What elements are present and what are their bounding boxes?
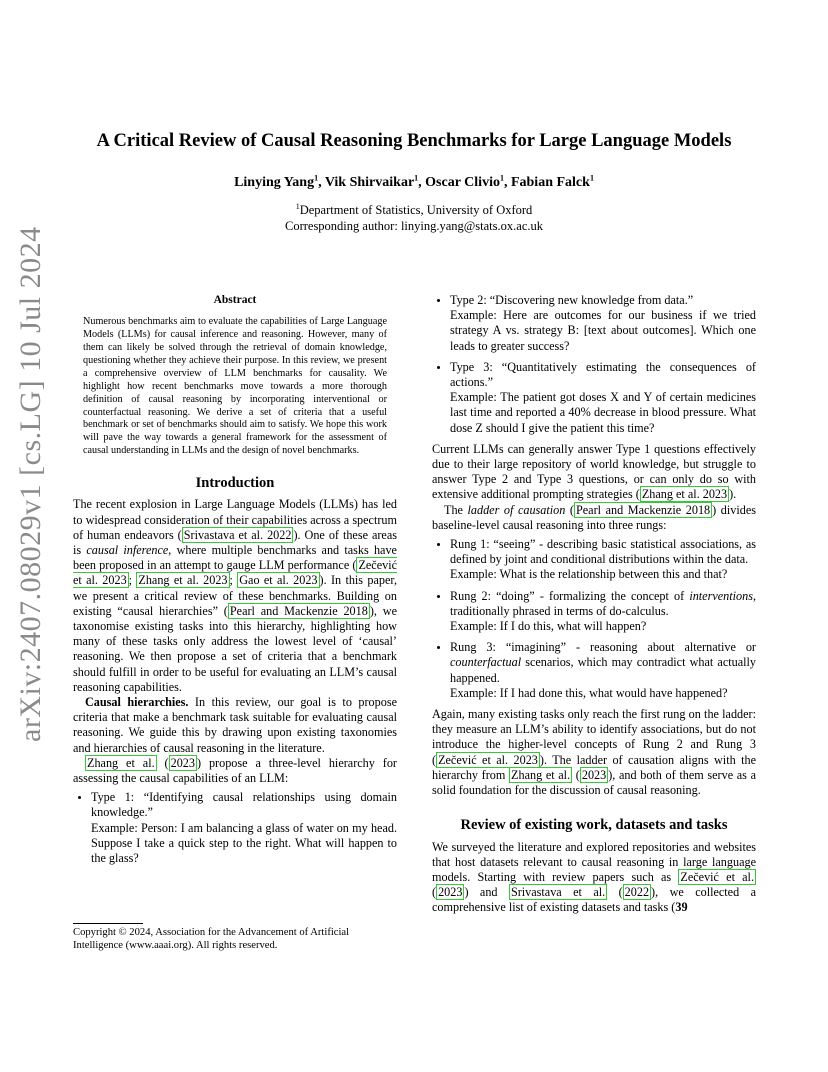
list-item: • Rung 3: “imagining” - reasoning about alternative or counterfactual scenarios, which may contradict what actually happened. Example: If I had done this, what would have happened?	[450, 640, 756, 701]
example-text: Example: Person: I am balancing a glass of water on my head. Suppose I take a quick step to the right. What will happen to the glass?	[91, 820, 397, 866]
author-name: Vik Shirvaikar	[324, 175, 415, 190]
citation-link[interactable]: 2022	[624, 885, 650, 900]
list-item: • Type 1: “Identifying causal relationships using domain knowledge.” Example: Person: I am balancing a glass of water on my head. Suppose I take a quick step to the right. What will happen to the glass?	[91, 790, 397, 866]
citation-link[interactable]: 2023	[438, 885, 463, 900]
citation-link[interactable]: Srivastava et al.	[510, 885, 606, 900]
right-column	[432, 293, 756, 916]
abstract-heading: Abstract	[213, 294, 257, 306]
list-item: • Rung 2: “doing” - formalizing the concept of interventions, traditionally phrased in terms of do-calculus. Example: If I do this, what will happen?	[450, 589, 756, 635]
intro-paragraph: The recent explosion in Large Language Models (LLMs) has led to widespread consideration of their capabilities across a spectrum of human endeavors ( Srivastava et al. 2022 ). One of these areas is causal inference, where multiple benchmarks and tasks have been proposed in an attempt to gauge LLM performance ( Zečević et al. 2023 ; Zhang et al. 2023 ; Gao et al. 2023 ). In this paper, we present a critical review of these benchmarks. Building on existing “causal hierarchies” ( Pearl and Mackenzie 2018 ), we taxonomise existing tasks into this hierarchy, highlighting how many of these tasks only address the lowest level of ‘causal’ reasoning. We then propose a set of criteria that a benchmark should fulfill in order to be useful for evaluating an LLM’s causal reasoning capabilities.	[73, 497, 397, 694]
rung-summary-paragraph: Again, many existing tasks only reach the first rung on the ladder: they measure an LLM’s ability to identify associations, but do not introduce the higher-level concepts of Rung 2 and Rung 3 ( Zečević et al. 2023 ). The ladder of causation aligns with the hierarchy from Zhang et al. ( 2023 ), and both of them serve as a solid foundation for the discussion of causal reasoning.	[432, 707, 756, 798]
copyright-notice: Copyright © 2024, Association for the Advancement of Artificial Intelligence (www.aaai.org). All rights reserved.	[73, 927, 350, 952]
citation-link[interactable]: 2023	[170, 755, 195, 770]
left-column	[73, 293, 397, 872]
affil-mark: 1	[295, 201, 300, 211]
arxiv-stamp: arXiv:2407.08029v1 [cs.LG] 10 Jul 2024	[14, 226, 47, 742]
list-item: • Type 2: “Discovering new knowledge from data.” Example: Here are outcomes for our business if we tried strategy A vs. strategy B: [text about outcomes]. Which one leads to greater success?	[450, 293, 756, 354]
type-list-continued	[432, 293, 756, 436]
affiliation-block	[0, 202, 828, 234]
rung-list	[432, 537, 756, 701]
citation-link[interactable]: Zhang et al.	[87, 755, 155, 770]
example-text: Example: What is the relationship between this and that?	[450, 567, 728, 582]
citation-link[interactable]: Zečević et al.	[680, 869, 754, 884]
footnote-rule	[73, 923, 143, 924]
run-in-heading: Causal hierarchies.	[85, 695, 189, 710]
author-affil-mark: 1	[589, 173, 594, 183]
author-name: Oscar Clivio	[425, 175, 500, 190]
hierarchy-paragraph: Zhang et al. ( 2023 ) propose a three-level hierarchy for assessing the causal capabilities of an LLM:	[73, 755, 397, 786]
affiliation: Department of Statistics, University of Oxford	[299, 203, 533, 217]
citation-link[interactable]: Zečević et al. 2023	[438, 752, 538, 767]
causal-hierarchies-paragraph: Causal hierarchies. In this review, our goal is to propose criteria that make a benchmark task suitable for evaluating causal reasoning. We guide this by drawing upon existing taxonomies and hierarchies of causal reasoning in the literature.	[73, 695, 397, 755]
citation-link[interactable]: Gao et al. 2023	[239, 573, 318, 588]
type-list	[73, 790, 397, 866]
example-text: Example: If I do this, what will happen?	[450, 619, 647, 634]
citation-link[interactable]: Zhang et al. 2023	[641, 487, 728, 502]
citation-link[interactable]: Zhang et al. 2023	[138, 573, 228, 588]
corresponding-author: Corresponding author: linying.yang@stats.ox.ac.uk	[284, 219, 543, 233]
author-name: Fabian Falck	[510, 175, 590, 190]
author-affil-mark: 1	[414, 173, 419, 183]
section-heading-introduction: Introduction	[195, 475, 275, 492]
llm-types-paragraph: Current LLMs can generally answer Type 1 questions effectively due to their large repository of world knowledge, but struggle to answer Type 2 and Type 3 questions, or can only do so with extensive additional prompting strategies ( Zhang et al. 2023 ).	[432, 441, 756, 502]
example-text: Example: Here are outcomes for our business if we tried strategy A vs. strategy B: [text about outcomes]. Which one leads to greater success?	[450, 308, 756, 353]
list-item: • Type 3: “Quantitatively estimating the consequences of actions.” Example: The patient got doses X and Y of certain medicines last time and reported a 40% decrease in blood pressure. What dose Z should I give the patient this time?	[450, 360, 756, 436]
ladder-paragraph: The ladder of causation ( Pearl and Mackenzie 2018 ) divides baseline-level causal reasoning into three rungs:	[432, 502, 756, 532]
citation-link[interactable]: Zečević et al. 2023	[73, 558, 397, 588]
example-text: Example: If I had done this, what would have happened?	[450, 685, 728, 700]
citation-link[interactable]: 2023	[581, 767, 607, 782]
author-list: Linying Yang$^1$, Vik Shirvaikar$^1$, Oscar Clivio$^1$, Fabian Falck$^1$	[234, 173, 594, 190]
section-heading-review: Review of existing work, datasets and tasks	[460, 817, 728, 834]
example-text: Example: The patient got doses X and Y of certain medicines last time and reported a 40% decrease in blood pressure. What dose Z should I give the patient this time?	[450, 390, 756, 435]
author-affil-mark: 1	[499, 173, 504, 183]
paper-title: A Critical Review of Causal Reasoning Benchmarks for Large Language Models	[96, 131, 732, 151]
author-name: Linying Yang	[234, 175, 315, 190]
citation-link[interactable]: Srivastava et al. 2022	[183, 527, 292, 542]
list-item: • Rung 1: “seeing” - describing basic statistical associations, as defined by joint and conditional distributions within the data. Example: What is the relationship between this and that?	[450, 537, 756, 583]
citation-link[interactable]: Pearl and Mackenzie 2018	[229, 603, 368, 618]
author-affil-mark: 1	[314, 173, 319, 183]
citation-link[interactable]: Pearl and Mackenzie 2018	[575, 502, 711, 517]
review-paragraph: We surveyed the literature and explored repositories and websites that host datasets relevant to causal reasoning in large language models. Starting with review papers such as Zečević et al. ( 2023 ) and Srivastava et al. ( 2022 ), we collected a comprehensive list of existing datasets and tasks (39	[432, 839, 757, 915]
citation-link[interactable]: Zhang et al.	[511, 767, 571, 782]
abstract-text: Numerous benchmarks aim to evaluate the capabilities of Large Language Models (LLMs) for causal inference and reasoning. However, many of them can likely be solved through the retrieval of domain knowledge, questioning whether they achieve their purpose. In this review, we present a comprehensive overview of LLM benchmarks for causality. We highlight how recent benchmarks move towards a more thorough definition of causal reasoning by incorporating interventional or counterfactual reasoning. We derive a set of criteria that a useful benchmark or set of benchmarks should aim to satisfy. We hope this work will pave the way towards a general framework for the assessment of causal understanding in LLMs and the design of novel benchmarks.	[83, 316, 387, 457]
